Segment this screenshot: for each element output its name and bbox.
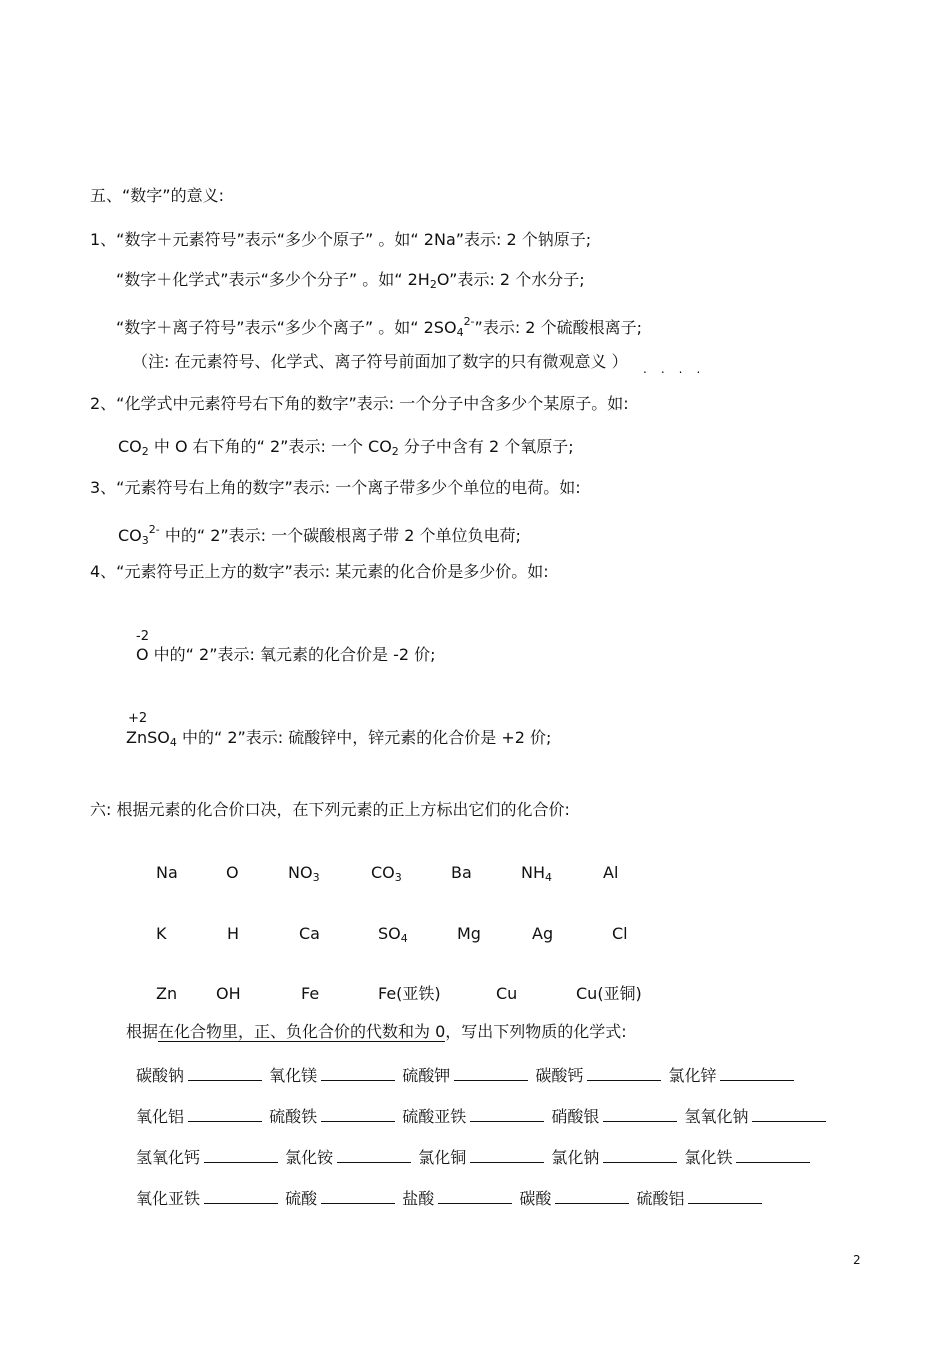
answer-blank[interactable] <box>720 1066 794 1081</box>
instruction: 根据在化合物里，正、负化合价的代数和为 0，写出下列物质的化学式: <box>126 1022 627 1041</box>
answer-blank[interactable] <box>470 1107 544 1122</box>
element-cell: Mg <box>457 924 481 943</box>
answer-blank[interactable] <box>438 1189 512 1204</box>
element-cell: $SO_4$ <box>378 924 408 945</box>
answer-blank[interactable] <box>603 1107 677 1122</box>
element-cell: H <box>227 924 240 943</box>
element-cell: $NH_4$ <box>521 863 552 884</box>
answer-blank[interactable] <box>188 1107 262 1122</box>
fill-row-4: 氧化亚铁 硫酸 盐酸 碳酸 硫酸铝 <box>136 1189 764 1209</box>
answer-blank[interactable] <box>688 1189 762 1204</box>
element-cell: K <box>156 924 167 943</box>
valence-oxygen: -2 <box>136 629 149 644</box>
element-cell: O <box>226 863 239 882</box>
answer-blank[interactable] <box>603 1148 677 1163</box>
element-cell: Ag <box>532 924 554 943</box>
element-row-3 <box>0 984 950 1006</box>
element-cell: Zn <box>156 984 178 1003</box>
element-cell: Al <box>603 863 619 882</box>
rule-1: 1、“数字＋元素符号”表示“多少个原子” 。如“ 2Na”表示: 2 个钠原子; <box>90 230 592 249</box>
element-cell: Fe <box>301 984 320 1003</box>
element-row-1 <box>0 863 950 885</box>
rule-2: 2、“化学式中元素符号右下角的数字”表示: 一个分子中含多少个某原子。如: <box>90 394 629 413</box>
fill-row-2: 氧化铝 硫酸铁 硫酸亚铁 硝酸银 氢氧化钠 <box>136 1107 828 1127</box>
element-cell: Cu <box>496 984 518 1003</box>
note: （注: 在元素符号、化学式、离子符号前面加了数字的只有微观意义 ） <box>132 352 628 371</box>
element-cell: Cu(亚铜) <box>576 984 642 1003</box>
element-cell: $CO_3$ <box>371 863 402 884</box>
answer-blank[interactable] <box>204 1148 278 1163</box>
rule-4-example-zinc: ZnSO$_4$ 中的“ 2”表示: 硫酸锌中，锌元素的化合价是 +2 价; <box>126 728 552 749</box>
answer-blank[interactable] <box>321 1189 395 1204</box>
emphasis-dots: .... <box>643 362 715 376</box>
answer-blank[interactable] <box>555 1189 629 1204</box>
fill-row-3: 氢氧化钙 氯化铵 氯化铜 氯化钠 氯化铁 <box>136 1148 812 1168</box>
answer-blank[interactable] <box>752 1107 826 1122</box>
element-cell: Na <box>156 863 178 882</box>
rule-1-molecule: “数字＋化学式”表示“多少个分子” 。如“ $2H_2O$”表示: 2 个水分子; <box>116 270 585 291</box>
answer-blank[interactable] <box>337 1148 411 1163</box>
element-cell: Fe(亚铁) <box>378 984 441 1003</box>
valence-zinc: +2 <box>128 711 148 726</box>
page-number: 2 <box>853 1253 861 1267</box>
element-cell: Cl <box>612 924 628 943</box>
answer-blank[interactable] <box>587 1066 661 1081</box>
fill-row-1: 碳酸钠 氧化镁 硫酸钾 碳酸钙 氯化锌 <box>136 1066 796 1086</box>
element-cell: Ba <box>451 863 472 882</box>
element-cell: OH <box>216 984 241 1003</box>
section-5-title: 五、“数字”的意义: <box>90 186 224 205</box>
rule-4-example-oxygen: O 中的“ 2”表示: 氧元素的化合价是 -2 价; <box>136 645 436 664</box>
element-cell: Ca <box>299 924 320 943</box>
rule-3-example: $CO_3^{2-}$ 中的“ 2”表示: 一个碳酸根离子带 2 个单位负电荷; <box>118 523 521 547</box>
element-row-2 <box>0 924 950 946</box>
rule-3: 3、“元素符号右上角的数字”表示: 一个离子带多少个单位的电荷。如: <box>90 478 581 497</box>
answer-blank[interactable] <box>736 1148 810 1163</box>
answer-blank[interactable] <box>470 1148 544 1163</box>
element-cell: $NO_3$ <box>288 863 320 884</box>
answer-blank[interactable] <box>454 1066 528 1081</box>
section-6-title: 六: 根据元素的化合价口决，在下列元素的正上方标出它们的化合价: <box>90 800 570 819</box>
rule-2-example: $CO_2$ 中 O 右下角的“ 2”表示: 一个 $CO_2$ 分子中含有 2 个氧原子; <box>118 437 574 458</box>
answer-blank[interactable] <box>321 1107 395 1122</box>
answer-blank[interactable] <box>321 1066 395 1081</box>
rule-4: 4、“元素符号正上方的数字”表示: 某元素的化合价是多少价。如: <box>90 562 549 581</box>
answer-blank[interactable] <box>204 1189 278 1204</box>
answer-blank[interactable] <box>188 1066 262 1081</box>
rule-1-ion: “数字＋离子符号”表示“多少个离子” 。如“ $2SO_4^{2-}$”表示: 2 个硫酸根离子; <box>116 315 642 339</box>
